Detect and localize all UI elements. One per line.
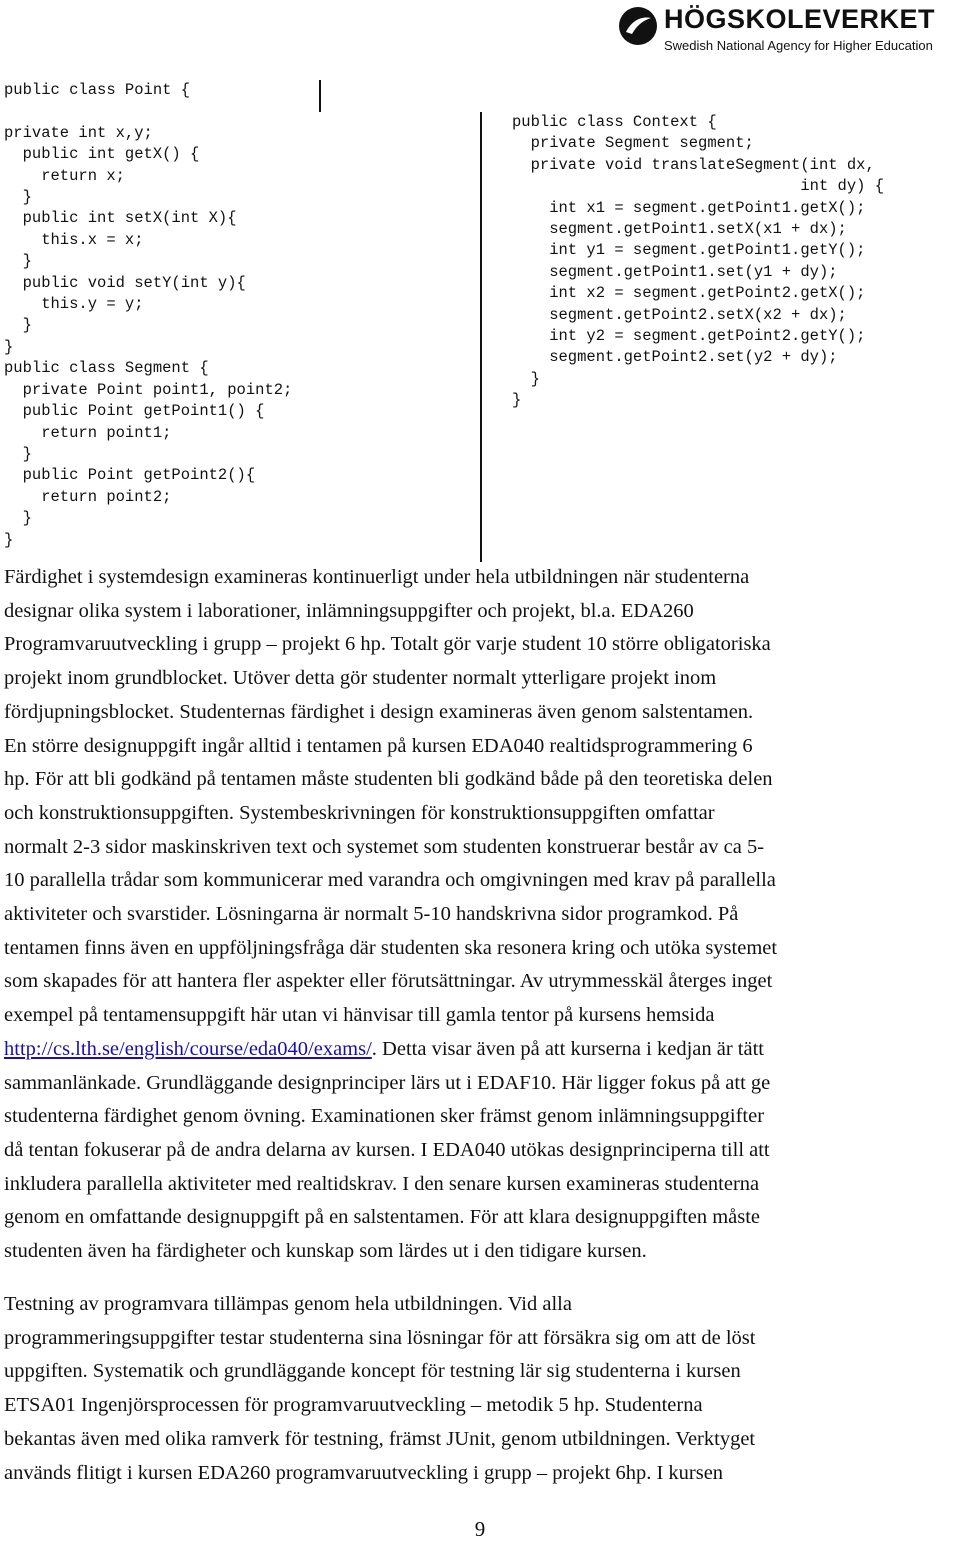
paragraph-line: En större designuppgift ingår alltid i tentamen på kursen EDA040 realtidsprogrammering 6 bbox=[4, 734, 753, 757]
paragraph-line: Testning av programvara tillämpas genom hela utbildningen. Vid alla bbox=[4, 1293, 572, 1315]
paragraph-line: programmeringsuppgifter testar studenterna sina lösningar för att försäkra sig om att de löst bbox=[4, 1326, 756, 1349]
paragraph-line: som skapades för att hantera fler aspekter eller förutsättningar. Av utrymmesskäl återges inget bbox=[4, 970, 773, 993]
paragraph-line: studenten även ha färdigheter och kunskap som lärdes ut i den tidigare kursen. bbox=[4, 1240, 647, 1263]
paragraph-line: fördjupningsblocket. Studenternas färdighet i design examineras även genom salstentamen. bbox=[4, 700, 754, 723]
agency-logo-mark bbox=[618, 6, 658, 46]
paragraph-line: ETSA01 Ingenjörsprocessen för programvaruutveckling – metodik 5 hp. Studenterna bbox=[4, 1394, 703, 1417]
divider-line bbox=[480, 112, 482, 562]
paragraph-line: uppgiften. Systematik och grundläggande koncept för testning lär sig studenterna i kursen bbox=[4, 1360, 741, 1383]
paragraph-line: Färdighet i systemdesign examineras kontinuerligt under hela utbildningen när studenterna bbox=[4, 566, 750, 588]
paragraph-line: och konstruktionsuppgiften. Systembeskrivningen för konstruktionsuppgiften omfattar bbox=[4, 801, 715, 824]
paragraph-line: bekantas även med olika ramverk för testning, främst JUnit, genom utbildningen. Verktyget bbox=[4, 1427, 756, 1450]
code-block-point-segment: public class Point { private int x,y; public int getX() { return x; } public int setX(int X){ this.x = x; } public void setY(int y){ this.y = y; } } public class Segment { private Point point1, point2; public Point getPoint1() { return point1; } public Point getPoint2(){ return point2; } } bbox=[4, 81, 293, 549]
page-number: 9 bbox=[474, 1517, 486, 1541]
agency-logo bbox=[618, 4, 958, 54]
paragraph-testing bbox=[4, 1288, 960, 1490]
agency-name: HÖGSKOLEVERKET bbox=[664, 4, 936, 34]
paragraph-line: studenterna färdighet genom övning. Examinationen sker främst genom inlämningsuppgifter bbox=[4, 1105, 765, 1128]
paragraph-line: tentamen finns även en uppföljningsfråga där studenten ska resonera kring och utöka systemet bbox=[4, 936, 778, 959]
paragraph-line: används flitigt i kursen EDA260 programvaruutveckling i grupp – projekt 6hp. I kursen bbox=[4, 1461, 724, 1484]
paragraph-line: genom en omfattande designuppgift på en salstentamen. För att klara designuppgiften måste bbox=[4, 1206, 761, 1229]
code-block-context: public class Context { private Segment segment; private void translateSegment(int dx, int dy) { int x1 = segment.getPoint1.getX(); segment.getPoint1.setX(x1 + dx); int y1 = segment.getPoint1.getY(); segment.getPoint1.set(y1 + dy); int x2 = segment.getPoint2.getX(); segment.getPoint2.setX(x2 + dx); int y2 = segment.getPoint2.getY(); segment.getPoint2.set(y2 + dy); } } bbox=[512, 113, 885, 410]
paragraph-line: projekt inom grundblocket. Utöver detta gör studenter normalt ytterligare projekt inom bbox=[4, 667, 717, 690]
exams-link[interactable]: http://cs.lth.se/english/course/eda040/exams/ bbox=[4, 1037, 372, 1060]
paragraph-line: aktiviteter och svarstider. Lösningarna är normalt 5-10 handskrivna sidor programkod. På bbox=[4, 903, 739, 926]
paragraph-line: då tentan fokuserar på de andra delarna av kursen. I EDA040 utökas designprinciperna till att bbox=[4, 1138, 770, 1161]
paragraph-line: inkludera parallella aktiviteter med realtidskrav. I den senare kursen examineras studenterna bbox=[4, 1172, 760, 1195]
paragraph-line: normalt 2-3 sidor maskinskriven text och systemet som studenten konstruerar består av ca 5- bbox=[4, 835, 765, 858]
divider-line bbox=[319, 80, 321, 112]
agency-subtitle: Swedish National Agency for Higher Education bbox=[664, 38, 933, 53]
paragraph-line-with-link bbox=[4, 1033, 960, 1067]
paragraph-line: sammanlänkade. Grundläggande designprinciper lärs ut i EDAF10. Här ligger fokus på att ge bbox=[4, 1071, 771, 1094]
paragraph-line: designar olika system i laborationer, inlämningsuppgifter och projekt, bl.a. EDA260 bbox=[4, 599, 694, 622]
paragraph-line: exempel på tentamensuppgift här utan vi hänvisar till gamla tentor på kursens hemsida bbox=[4, 1004, 715, 1027]
paragraph-text: . Detta visar även på att kurserna i kedjan är tätt bbox=[371, 1037, 764, 1060]
paragraph-line: Programvaruutveckling i grupp – projekt 6 hp. Totalt gör varje student 10 större obligatoriska bbox=[4, 633, 771, 656]
paragraph-line: 10 parallella trådar som kommunicerar med varandra och omgivningen med krav på parallella bbox=[4, 869, 776, 892]
paragraph-line: hp. För att bli godkänd på tentamen måste studenten bli godkänd både på den teoretiska delen bbox=[4, 768, 773, 791]
paragraph-system-design bbox=[4, 561, 960, 1269]
